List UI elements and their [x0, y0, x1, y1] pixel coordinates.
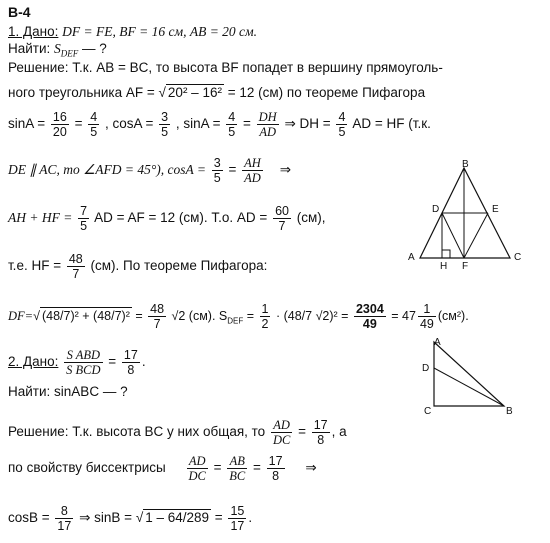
- p1-line3: [8, 110, 431, 139]
- l7-frac4: [418, 302, 436, 331]
- p2-r2n: 15: [230, 504, 245, 518]
- l5-frac2: [273, 204, 291, 233]
- l4-a: DE ∥ AC, то ∠AFD = 45°), cosA =: [8, 162, 206, 178]
- l4-arrow: ⇒: [279, 162, 292, 178]
- l6-b: (см). По теореме Пифагора:: [90, 258, 268, 274]
- l3-f1d: 20: [52, 125, 67, 139]
- l7-c: =: [243, 308, 255, 323]
- p2-p1d: DC: [188, 469, 206, 483]
- label-d2: D: [422, 363, 430, 374]
- p2-p2n: AB: [227, 454, 247, 469]
- p2-prop-text: по свойству биссектрисы: [8, 460, 166, 476]
- l3-tail: AD = HF (т.к.: [352, 116, 431, 132]
- p2-sol-a: Т.к. высота BC у них общая, то: [72, 424, 266, 440]
- variant-header: В-4: [8, 4, 31, 20]
- l7-root: (48/7)² + (48/7)²: [41, 308, 130, 323]
- p1-find: [8, 41, 107, 62]
- p1-line1: [8, 60, 443, 76]
- p1-line1-text: Т.к. AB = BC, то высота BF попадет в вершину прямоуголь-: [72, 60, 443, 75]
- l4-f2d: AD: [244, 171, 261, 185]
- l4-f2n: AH: [244, 156, 261, 170]
- l5-f2n: 60: [275, 204, 289, 218]
- l3-f6n: 4: [338, 110, 346, 124]
- p2-given: 2. Дано: $\frac{\text{S ABD}}{\text{S BCD}}$ = $\frac{17}{8}$ .: [8, 348, 146, 377]
- l7-f1d: 7: [153, 317, 161, 331]
- l5-c: (см),: [296, 210, 326, 226]
- p2-root: 1 – 64/289: [145, 510, 210, 526]
- l3-eq2: =: [243, 116, 251, 132]
- label-c: C: [514, 252, 522, 263]
- p2-sin: ⇒ sinB =: [79, 510, 133, 526]
- l3-eq1: =: [74, 116, 83, 132]
- l7-f2d: 2: [261, 317, 269, 331]
- segment-ef: [464, 213, 488, 258]
- p2-frac-s: [64, 348, 102, 377]
- l3-f4n: 4: [228, 110, 236, 124]
- l3-sinA2: , sinA =: [175, 116, 221, 132]
- p2-f1d: S BCD: [66, 363, 101, 377]
- p1-line2-b: = 12 (см) по теореме Пифагора: [223, 85, 426, 100]
- label-f: F: [462, 261, 469, 270]
- p2-s2d: 8: [317, 433, 325, 447]
- l7-d: · (48/7 √2)² =: [275, 308, 349, 323]
- p2-p1n: AD: [187, 454, 208, 469]
- p2-p3: [267, 454, 285, 483]
- p1-line5: [8, 204, 326, 233]
- l3-f1n: 16: [52, 110, 67, 124]
- l7-a: DF=: [8, 308, 34, 323]
- l3-f4d: 5: [228, 125, 236, 139]
- p2-find: [8, 384, 128, 400]
- l6-f1n: 48: [68, 252, 83, 266]
- p2-find-label: Найти:: [8, 384, 51, 399]
- l3-f3d: 5: [161, 125, 169, 139]
- l3-f5d: AD: [259, 125, 277, 139]
- p1-given: [8, 24, 257, 40]
- l7-f1n: 48: [150, 302, 165, 316]
- label-d: D: [432, 204, 440, 215]
- p1-find-label: Найти:: [8, 41, 51, 56]
- p2-p3d: 8: [272, 469, 280, 483]
- p2-f2n: 17: [123, 348, 138, 362]
- label-a2: A: [434, 337, 441, 348]
- p2-p2: [227, 454, 247, 483]
- triangle-figure-2: [420, 336, 515, 416]
- l5-frac1: [78, 204, 89, 233]
- p2-find-value: sinABC — ?: [54, 384, 128, 399]
- p2-prop-arrow: ⇒: [305, 460, 317, 476]
- label-e: E: [492, 204, 499, 215]
- l6-f1d: 7: [72, 267, 80, 281]
- p2-f2d: 8: [127, 363, 135, 377]
- l6-a: т.е. HF =: [8, 258, 62, 274]
- p1-solution-label: Решение:: [8, 60, 69, 75]
- l7-e: = 47: [391, 308, 416, 323]
- l7-f2n: 1: [261, 302, 269, 316]
- p1-line2-a: ного треугольника AF =: [8, 85, 159, 100]
- l3-cosA: , cosA =: [104, 116, 154, 132]
- p2-given-label: 2. Дано:: [8, 354, 59, 370]
- p2-p2d: BC: [229, 469, 246, 483]
- p2-sol-label: Решение:: [8, 424, 69, 440]
- l5-f2d: 7: [278, 219, 286, 233]
- l3-sinA: sinA =: [8, 116, 46, 132]
- l3-frac4: [226, 110, 237, 139]
- l3-frac1: [51, 110, 69, 139]
- p1-line2: ного треугольника AF = √ 20² – 16² = 12 (см) по теореме Пифагора: [8, 85, 426, 100]
- p1-line4: DE ∥ AC, то ∠AFD = 45°), cosA = $\frac{3}{5}$ = $\frac{AH}{AD}$ ⇒: [8, 156, 292, 185]
- l7-frac1: [148, 302, 166, 331]
- right-angle-mark: [442, 250, 450, 258]
- l6-frac1: [67, 252, 85, 281]
- l7-f4n: 1: [418, 302, 436, 317]
- l7-frac3: [354, 302, 386, 331]
- l3-f2n: 4: [90, 110, 98, 124]
- p2-r2: [228, 504, 246, 533]
- l5-f1d: 5: [80, 219, 88, 233]
- label-b2: B: [506, 406, 513, 416]
- p2-prop: по свойству биссектрисы $\frac{AD}{DC}$ = $\frac{AB}{BC}$ = $\frac{17}{8}$ ⇒: [8, 454, 317, 483]
- p2-s2: [312, 418, 330, 447]
- l3-arrow: ⇒ DH =: [284, 116, 331, 132]
- p1-given-text: DF = FE, BF = 16 см, AB = 20 см.: [62, 24, 258, 39]
- p2-f1n: S ABD: [64, 348, 102, 363]
- p1-line7: DF=√ (48/7)² + (48/7)² = $\frac{48}{7}$ √2 (см). $S_{DEF}$ = $\frac{1}{2}$ · (48/7 √2)² = $\frac{2304}{49}$ = 47 $\frac{1}{49}$ (см²).: [8, 302, 469, 331]
- l3-frac2: [88, 110, 99, 139]
- l3-f3n: 3: [161, 110, 169, 124]
- p1-line6: [8, 252, 267, 281]
- l3-frac3: [159, 110, 170, 139]
- l3-f5n: DH: [258, 110, 277, 124]
- l5-a: AH + HF =: [8, 210, 73, 226]
- p2-s2n: 17: [313, 418, 328, 432]
- p2-c1d: 17: [57, 519, 72, 533]
- p1-given-label: 1. Дано:: [8, 24, 59, 39]
- p1-line2-root: 20² – 16²: [167, 85, 222, 100]
- triangle-figure-1: [400, 160, 530, 270]
- label-a: A: [408, 252, 415, 263]
- l7-sub: DEF: [227, 316, 244, 326]
- p2-sol-b: , а: [331, 424, 347, 440]
- p2-p3n: 17: [268, 454, 283, 468]
- p2-s1d: DC: [272, 433, 291, 447]
- l7-f3n: 2304: [355, 302, 384, 316]
- label-c2: C: [424, 406, 432, 416]
- l4-frac2: [242, 156, 263, 185]
- l3-f6d: 5: [338, 125, 346, 139]
- p2-c1: [55, 504, 73, 533]
- p1-find-value: S: [54, 41, 61, 56]
- p2-s1n: AD: [271, 418, 292, 433]
- l7-f: (см²).: [437, 308, 469, 323]
- l7-f4d: 49: [419, 317, 434, 331]
- p2-r2d: 17: [230, 519, 245, 533]
- l3-frac5: [257, 110, 279, 139]
- l7-frac2: [260, 302, 271, 331]
- l3-frac6: [336, 110, 347, 139]
- p2-p1: [187, 454, 208, 483]
- p2-s1: [271, 418, 292, 447]
- l5-b: AD = AF = 12 (см). Т.о. AD =: [94, 210, 268, 226]
- p1-find-tail: — ?: [78, 41, 107, 56]
- p2-sol: Решение: Т.к. высота BC у них общая, то $\frac{AD}{DC}$ = $\frac{17}{8}$ , а: [8, 418, 347, 447]
- p2-frac-val: [122, 348, 140, 377]
- p2-final: cosB = $\frac{8}{17}$ ⇒ sinB = √ 1 – 64/289 = $\frac{15}{17}$ .: [8, 504, 253, 533]
- l5-f1n: 7: [80, 204, 88, 218]
- p2-c1n: 8: [55, 504, 73, 519]
- l3-f2d: 5: [90, 125, 98, 139]
- label-b: B: [462, 160, 469, 170]
- l7-b: √2 (см). S: [171, 308, 228, 323]
- l4-frac1: [212, 156, 223, 185]
- l4-f1n: 3: [213, 156, 221, 170]
- segment-df: [442, 213, 464, 258]
- l7-f3d: 49: [362, 317, 377, 331]
- p1-find-sub: DEF: [60, 48, 79, 59]
- label-h: H: [440, 261, 448, 270]
- p2-cos: cosB =: [8, 510, 50, 526]
- l4-f1d: 5: [213, 171, 221, 185]
- p2-dot: .: [248, 510, 253, 526]
